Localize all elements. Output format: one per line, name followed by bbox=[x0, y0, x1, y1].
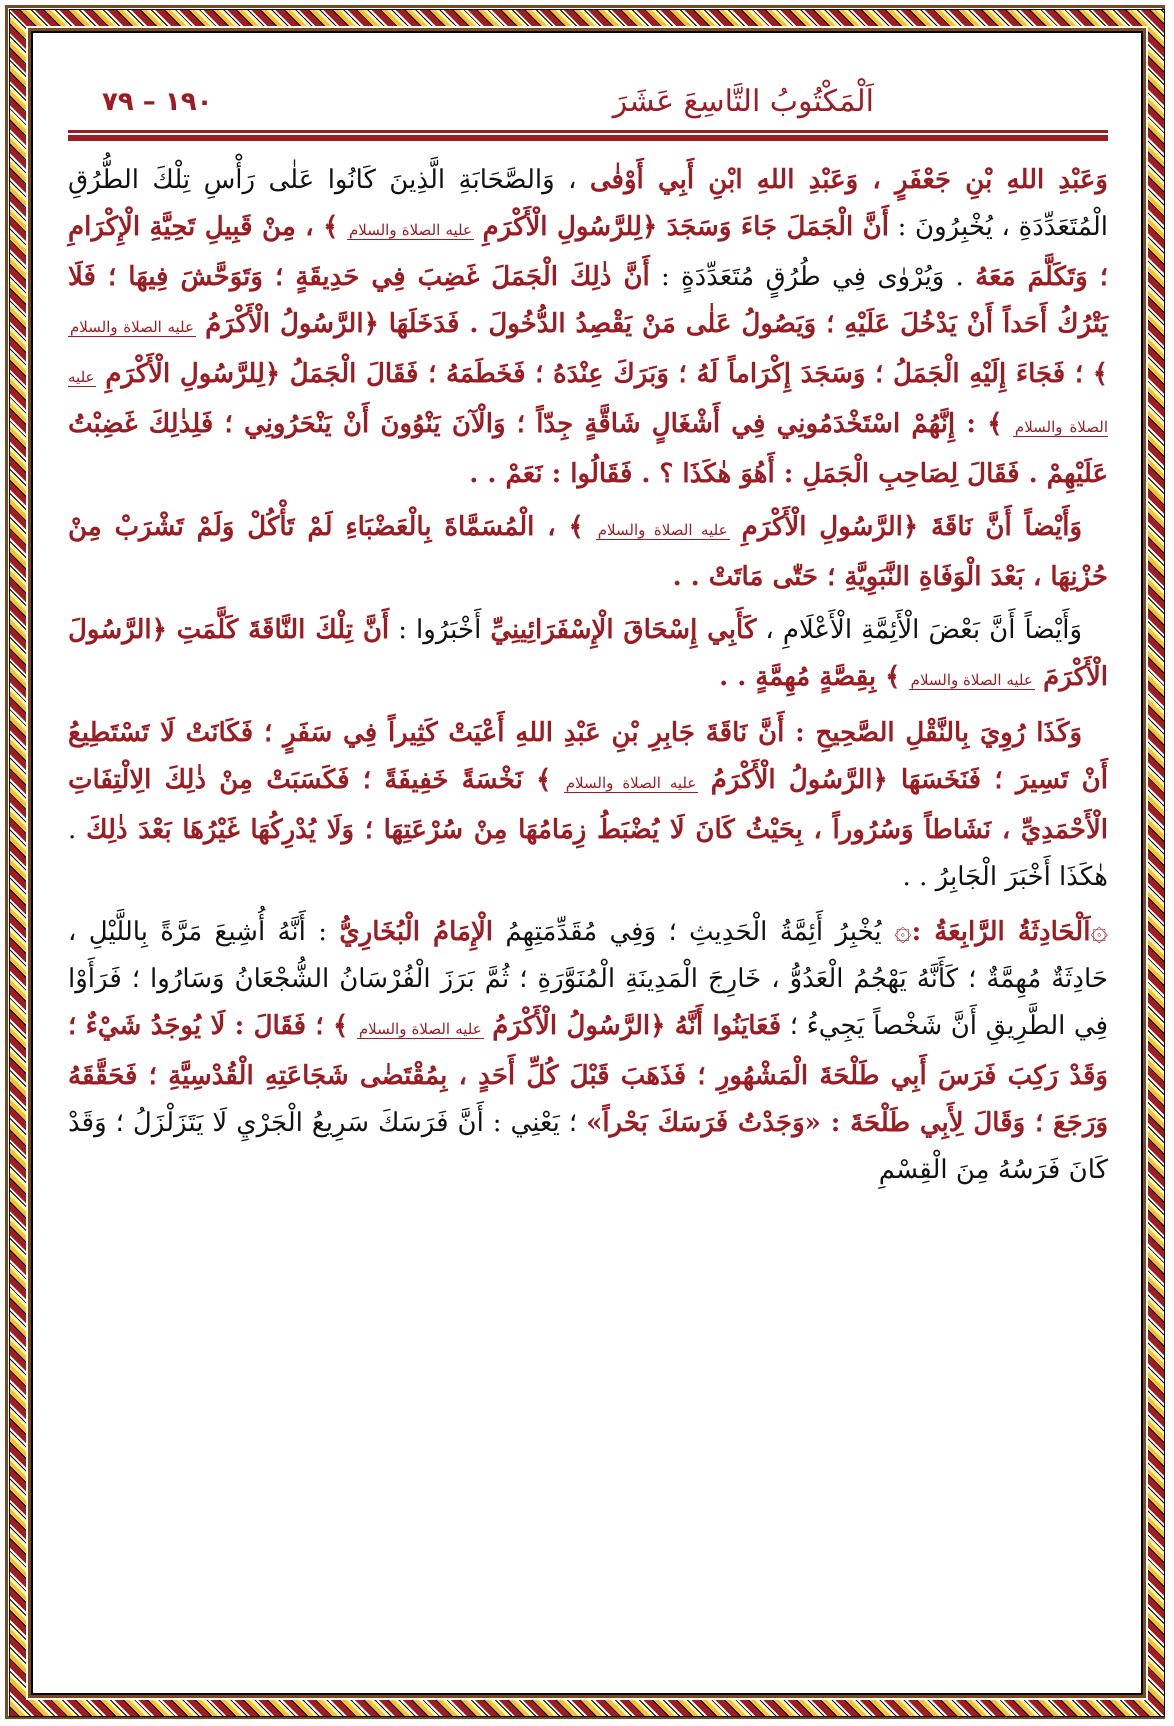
text-red: أَنَّ الْجَمَلَ جَاءَ وَسَجَدَ ﴿لِلرَّسُولِ الْأَكْرَمِ bbox=[482, 212, 889, 242]
paragraph-fourth-incident bbox=[68, 907, 1108, 1194]
text-red: وَكَذَا رُوِيَ بِالنَّقْلِ الصَّحِيحِ : أَنَّ نَاقَةَ جَابِرِ بْنِ عَبْدِ اللهِ أَعْيَتْ كَثِيراً فِي سَفَرٍ ؛ فَكَانَتْ لَا تَسْتَطِيعُ أَنْ تَسِيرَ ؛ فَنَخَسَهَا ﴿الرَّسُولُ الْأَكْرَمُ bbox=[68, 718, 1109, 795]
section-heading: اَلْحَادِثَةُ الرَّابِعَةُ : bbox=[911, 917, 1091, 947]
honorific-icon: عليه الصلاة والسلام bbox=[348, 221, 472, 239]
text-black: أَخْبَرُوا : bbox=[389, 615, 491, 645]
text-red: وَعَبْدِ اللهِ بْنِ جَعْفَرٍ ، وَعَبْدِ اللهِ ابْنِ أَبِي أَوْفٰى bbox=[589, 165, 1108, 195]
paragraph-camel bbox=[68, 157, 1108, 498]
text-black: . وَيُرْوٰى فِي طُرُقٍ مُتَعَدِّدَةٍ : bbox=[649, 262, 976, 292]
ornament-icon: ۞ bbox=[894, 913, 912, 948]
text-black: وَأَيْضاً أَنَّ بَعْضَ الْأَئِمَّةِ الْأَعْلَامِ ، bbox=[756, 615, 1083, 645]
text-red: ﴾ ؛ فَجَاءَ إِلَيْهِ الْجَمَلُ ؛ وَسَجَدَ إِكْرَاماً لَهُ ؛ وَبَرَكَ عِنْدَهُ ؛ فَخَطَمَهُ ؛ فَقَالَ الْجَمَلُ ﴿لِلرَّسُولِ الْأَكْرَمِ bbox=[105, 359, 1108, 389]
text-red: أَنَّ ذٰلِكَ الْجَمَلَ غَضِبَ فِي حَدِيقَةٍ ؛ وَتَوَحَّشَ فِيهَا ؛ فَلَا يَتْرُكُ أَحَداً أَنْ يَدْخُلَ عَلَيْهِ ؛ وَيَصُولُ عَلٰى مَنْ يَقْصِدُ الدُّخُولَ . فَدَخَلَهَا ﴿الرَّسُولُ الْأَكْرَمُ bbox=[68, 262, 1108, 339]
text-red: ﴾ ، مِنْ قَبِيلِ تَحِيَّةِ الْإِكْرَامِ ؛ وَتَكَلَّمَ مَعَهُ bbox=[68, 212, 1108, 292]
page-body bbox=[68, 157, 1108, 1194]
text-red: ﴾ ؛ فَقَالَ : لَا يُوجَدُ شَيْءٌ ؛ وَقَدْ رَكِبَ فَرَسَ أَبِي طَلْحَةَ الْمَشْهُورِ ؛ فَذَهَبَ قَبْلَ كُلِّ أَحَدٍ ، بِمُقْتَضٰى شَجَاعَتِهِ الْقُدْسِيَّةِ ؛ فَحَقَّقَهُ وَرَجَعَ ؛ وَقَالَ لِأَبِي طَلْحَةَ : «وَجَدْتُ فَرَسَكَ بَحْراً» bbox=[68, 1011, 1108, 1138]
text-red: كَأَبِي إِسْحَاقَ الْإِسْفَرَائِينِيِّ bbox=[490, 615, 757, 645]
text-red: ﴾ : إِنَّهُمْ اسْتَخْدَمُونِي فِي أَشْغَالٍ شَاقَّةٍ جِدّاً ؛ وَالْآنَ يَنْوُونَ أَنْ يَنْحَرُونِي ؛ فَلِذٰلِكَ غَضِبْتُ عَلَيْهِمْ . فَقَالَ لِصَاحِبِ الْجَمَلِ : أَهُوَ هٰكَذَا ؟ . فَقَالُوا : نَعَمْ . . bbox=[68, 409, 1108, 489]
chapter-title: اَلْمَكْتُوبُ التَّاسِعَ عَشَرَ bbox=[612, 84, 874, 119]
text-red: ﴾ بِقِصَّةٍ مُهِمَّةٍ . . bbox=[719, 662, 901, 692]
text-black: . هٰكَذَا أَخْبَرَ الْجَابِرُ . . bbox=[68, 815, 1108, 892]
honorific-icon: عليه الصلاة والسلام bbox=[68, 368, 1109, 436]
honorific-icon: عليه الصلاة والسلام bbox=[565, 774, 697, 792]
text-red: أَنَّ تِلْكَ النَّاقَةَ كَلَّمَتِ ﴿الرَّسُولَ الْأَكْرَمَ bbox=[68, 615, 1108, 692]
paragraph-adba bbox=[68, 504, 1108, 601]
text-red: ﴾ نَخْسَةً خَفِيفَةً ؛ فَكَسَبَتْ مِنْ ذٰلِكَ الِالْتِفَاتِ الْأَحْمَدِيِّ ، نَشَاطاً وَسُرُوراً ، بِحَيْثُ كَانَ لَا يُضْبَطُ زِمَامُهَا مِنْ سُرْعَتِهَا ؛ وَلَا يُدْرِكُهَا غَيْرُهَا بَعْدَ ذٰلِكَ bbox=[68, 765, 1109, 845]
honorific-icon: عليه الصلاة والسلام bbox=[597, 521, 728, 539]
honorific-icon: عليه الصلاة والسلام bbox=[70, 318, 194, 336]
paragraph-jabir bbox=[68, 710, 1108, 901]
text-red: ﴾ ، الْمُسَمَّاةَ بِالْعَضْبَاءِ لَمْ تَأْكُلْ وَلَمْ تَشْرَبْ مِنْ حُزْنِهَا ، بَعْدَ الْوَفَاةِ النَّبَوِيَّةِ ؛ حَتّٰى مَاتَتْ . . bbox=[68, 512, 1108, 592]
page bbox=[68, 60, 1108, 1200]
text-red: الْإِمَامُ الْبُخَارِيُّ bbox=[339, 917, 494, 947]
ornament-icon: ۞ bbox=[1090, 913, 1109, 948]
text-red: وَأَيْضاً أَنَّ نَاقَةَ ﴿الرَّسُولِ الْأَكْرَمِ bbox=[741, 512, 1083, 542]
text-black: يُخْبِرُ أَئِمَّةُ الْحَدِيثِ ؛ وَفِي مُقَدِّمَتِهِمُ bbox=[493, 917, 894, 947]
header-rule-thin bbox=[68, 130, 1108, 133]
paragraph-isfaraini bbox=[68, 607, 1108, 704]
text-black: ؛ يَعْنِي : أَنَّ فَرَسَكَ سَرِيعُ الْجَرْيِ لَا يَتَزَلْزَلُ ؛ وَقَدْ كَانَ فَرَسُهُ مِنَ الْقِسْمِ bbox=[68, 1108, 1108, 1185]
honorific-icon: عليه الصلاة والسلام bbox=[358, 1020, 482, 1038]
page-number: ١٩٠ – ٧٩ bbox=[102, 87, 213, 117]
text-red: فَعَايَنُوا أَنَّهُ ﴿الرَّسُولُ الْأَكْرَمُ bbox=[492, 1011, 782, 1041]
text-black: ، وَالصَّحَابَةِ الَّذِينَ كَانُوا عَلٰى رَأْسِ تِلْكَ الطُّرُقِ الْمُتَعَدِّدَةِ ، يُخْبِرُونَ : bbox=[68, 165, 1109, 242]
text-black: : أَنَّهُ أُشِيعَ مَرَّةً بِاللَّيْلِ ، حَادِثَةٌ مُهِمَّةٌ ؛ كَأَنَّهُ يَهْجُمُ الْعَدُوُّ ، خَارِجَ الْمَدِينَةِ الْمُنَوَّرَةِ ؛ ثُمَّ بَرَزَ الْفُرْسَانُ الشُّجْعَانُ وَسَارُوا ؛ فَرَأَوْا فِي الطَّرِيقِ أَنَّ شَخْصاً يَجِيءُ ؛ bbox=[68, 917, 1109, 1041]
header-rule-thick bbox=[68, 135, 1108, 141]
page-header bbox=[68, 60, 1108, 122]
honorific-icon: عليه الصلاة والسلام bbox=[910, 671, 1033, 689]
